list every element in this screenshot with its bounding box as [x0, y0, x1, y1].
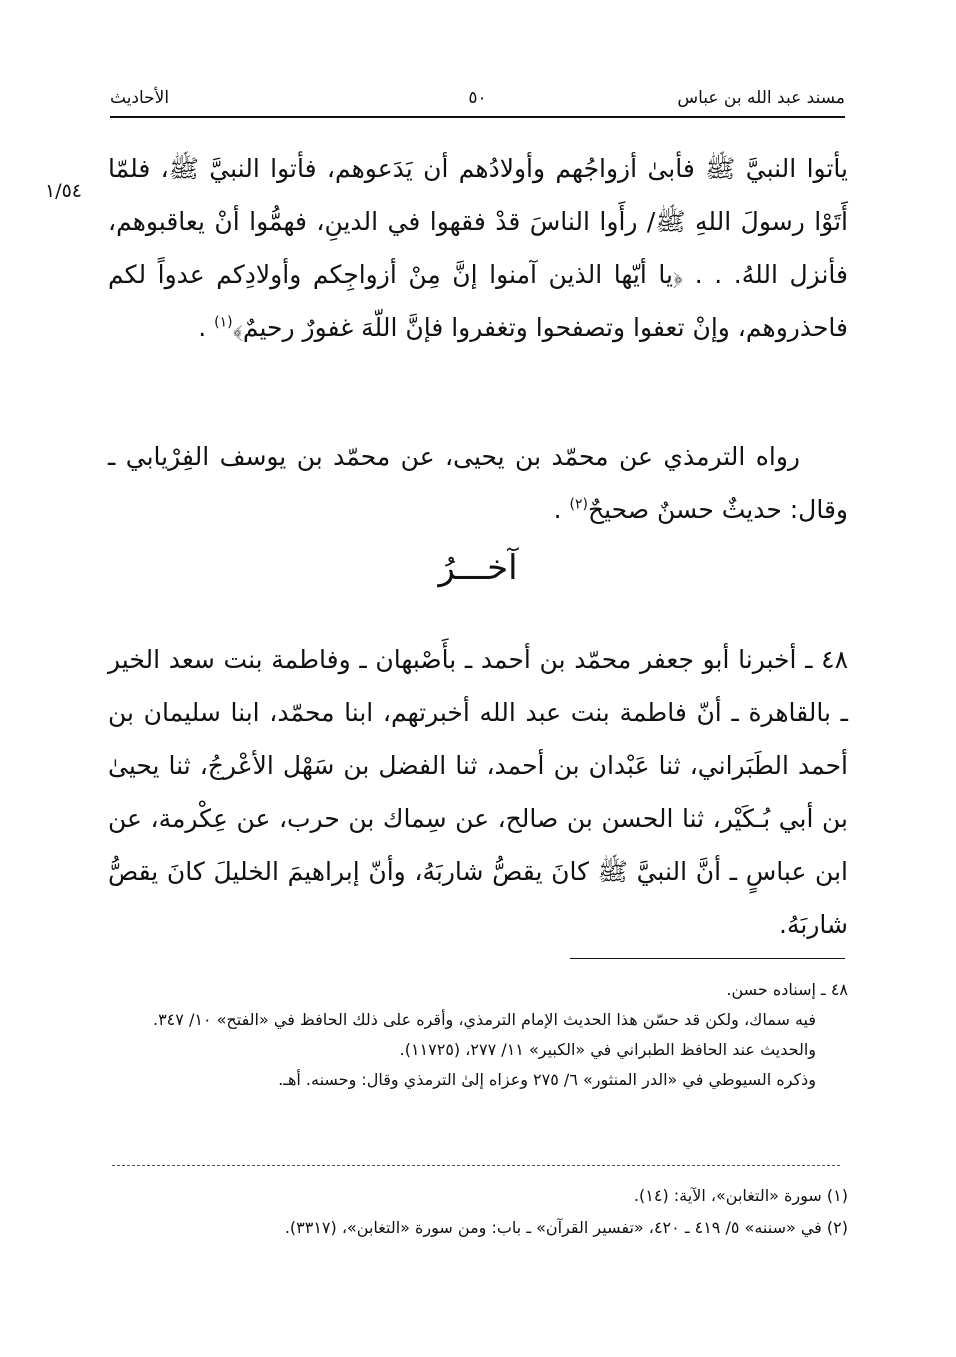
footnotes [118, 1180, 848, 1244]
paragraph-end: . [553, 495, 570, 524]
running-header [110, 88, 845, 114]
paragraph-narration [108, 430, 848, 536]
paragraph-text: يأتوا النبيَّ ﷺ فأبىٰ أزواجُهم وأولادُهم أن يَدَعوهم، فأتوا النبيَّ ﷺ، فلمّا أَتَوْا رسولَ اللهِ ﷺ/ رأَوا الناسَ قدْ فقهوا في الدينِ، فهمُّوا أنْ يعاقبوهم، فأنزل اللهُ. . . ﴿يا أيّها الذين آمنوا إنَّ مِنْ أزواجِكم وأولادِكم عدواً لكم فاحذروهم، وإنْ تعفوا وتصفحوا وتغفروا فإنَّ اللّهَ غفورٌ رحيمٌ﴾ [108, 154, 848, 342]
note-line: ٤٨ ـ إسناده حسن. [726, 980, 848, 999]
note-line: وذكره السيوطي في «الدر المنثور» ٦/ ٢٧٥ وعزاه إلىٰ الترمذي وقال: وحسنه. أهـ. [278, 1070, 816, 1089]
paragraph-hadith-end [108, 142, 848, 354]
note-line: فيه سماك، ولكن قد حسّن هذا الحديث الإمام الترمذي، وأقره على ذلك الحافظ في «الفتح» ١٠/ ٣٤٧. [152, 1010, 816, 1029]
paragraph-end: . [198, 313, 215, 342]
note-line: والحديث عند الحافظ الطبراني في «الكبير» ١١/ ٢٧٧، (١١٧٢٥). [399, 1040, 816, 1059]
section-heading: آخـــرُ [438, 548, 518, 588]
paragraph-hadith-48 [108, 633, 848, 951]
footnote-mark-2: (٢) [569, 496, 588, 513]
paragraph-text: رواه الترمذي عن محمّد بن يحيى، عن محمّد بن يوسف الفِرْيابي ـ وقال: حديثٌ حسنٌ صحيحٌ [108, 442, 848, 524]
notes-rule [570, 958, 845, 959]
footnote-2: (٢) في «سننه» ٥/ ٤١٩ ـ ٤٢٠، «تفسير القرآن» ـ باب: ومن سورة «التغابن»، (٣٣١٧). [284, 1218, 848, 1237]
header-chapter-title: الأحاديث [110, 88, 170, 108]
page-number: ٥٠ [468, 88, 487, 108]
commentary-notes [118, 975, 848, 1095]
header-rule [110, 116, 845, 118]
footnote-mark-1: (١) [214, 314, 233, 331]
footnote-1: (١) سورة «التغابن»، الآية: (١٤). [633, 1186, 848, 1205]
header-book-title: مسند عبد الله بن عباس [677, 88, 845, 108]
paragraph-text: ٤٨ ـ أخبرنا أبو جعفر محمّد بن أحمد ـ بأَصْبهان ـ وفاطمة بنت سعد الخير ـ بالقاهرة ـ أنّ فاطمة بنت عبد الله أخبرتهم، ابنا محمّد، ابنا سليمان بن أحمد الطَبَراني، ثنا عَبْدان بن أحمد، ثنا الفضل بن سَهْل الأعْرجُ، ثنا يحيىٰ بن أبي بُـكَيْر، ثنا الحسن بن صالح، عن سِماك بن حرب، عن عِكْرمة، عن ابن عباسٍ ـ أنَّ النبيَّ ﷺ كانَ يقصُّ شاربَهُ، وأنّ إبراهيمَ الخليلَ كانَ يقصُّ شاربَهُ. [108, 645, 848, 939]
margin-reference: ١/٥٤ [44, 180, 82, 202]
footnote-rule [112, 1165, 840, 1166]
